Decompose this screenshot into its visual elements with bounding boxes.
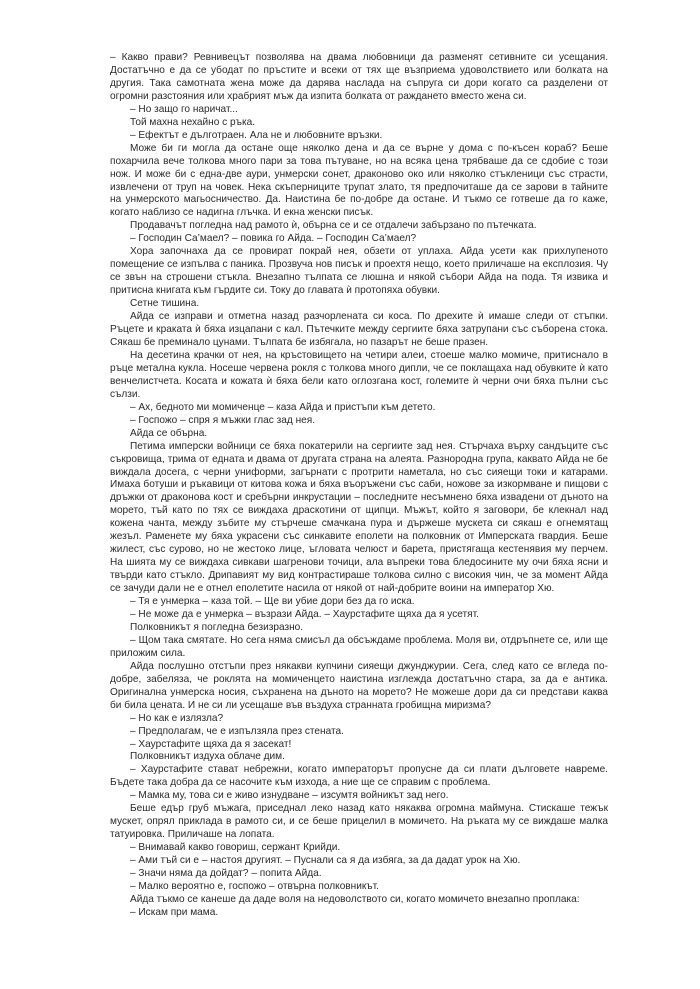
paragraph: – Какво прави? Ревнивецът позволява на двама любовници да разменят сетивните си усещания. Достатъчно е да се убодат по пръстите и всеки от тях ще възприема удоволствието или болката на другия. Така самотната жена може да дарява наслада на съпруга си дори когато са разделени от огромни разстояния или храбрият мъж да изпита болката от раждането вместо жена си. [110, 52, 608, 102]
paragraph: Полковникът я погледна безизразно. [130, 621, 304, 633]
paragraph: – Но защо го наричат... [130, 103, 238, 115]
paragraph: Айда се обърна. [130, 427, 208, 439]
paragraph: Айда тъкмо се канеше да даде воля на недоволството си, когато момичето внезапно проплака: [130, 893, 580, 905]
paragraph: Айда послушно отстъпи през някакви купчини сияещи джунджурии. Сега, след като се вгледа по-добре, забеляза, че роклята на момиченцето наистина изглежда достатъчно стара, за да е антика. Оригинална унмерска носия, съхранена на дъното на морето? Не можеше дори да си представи каква би била цената. И не си ли усещаше във въздуха странната гробищна миризма? [110, 660, 608, 711]
paragraph: Може би ги могла да остане още няколко дена и да се върне у дома с по-късен кораб? Беше похарчила вече толкова много пари за това пътуване, но на всяка цена трябваше да се сдобие с този нож. И може би с една-две аури, унмерски сонет, драконово око или няколко стъкленици със страсти, извлечени от труп на човек. Нека скъперниците трупат злато, тя предпочиташе да се зарови в тайните на унмерското магьосничество. Да. Наистина бе по-добре да остане. И тъкмо се готвеше да го каже, когато наблизо се надигна глъчка. И екна женски писък. [110, 142, 608, 219]
paragraph: Беше едър груб мъжага, приседнал леко назад като някаква огромна маймуна. Стискаше тежък мускет, опрял приклада в рамото си, и се беше прицелил в момичето. На ръката му се виждаше малка татуировка. Приличаше на лопата. [110, 803, 608, 841]
paragraph: – Госпожо – спря я мъжки глас зад нея. [130, 414, 316, 426]
paragraph: Полковникът издуха облаче дим. [130, 751, 285, 763]
paragraph: – Хаурстафите щяха да я засекат! [130, 738, 292, 750]
paragraph: Той махна нехайно с ръка. [130, 116, 255, 128]
paragraph: Сетне тишина. [130, 298, 200, 310]
paragraph: На десетина крачки от нея, на кръстовището на четири алеи, стоеше малко момиче, притиснало в ръце метална кукла. Носеше червена рокля с толкова много дипли, че се поклащаха над обувките ѝ като венчелистчета. Косата и кожата ѝ бяха бели като оглозгана кост, големите ѝ черни очи бяха пълни със сълзи. [110, 349, 608, 400]
paragraph: – Но как е излязла? [130, 712, 224, 724]
body-text [110, 52, 608, 920]
paragraph: – Внимавай какво говориш, сержант Крийди. [130, 842, 341, 854]
paragraph: Петима имперски войници се бяха покатерили на сергиите зад нея. Стърчаха върху сандъците със съкровища, трима от едната и двама от другата страна на алеята. Разнородна група, каквато Айда не бе виждала досега, с черни униформи, загърнати с протрити наметала, но със сияещи токи и катарами. Имаха ботуши и ръкавици от китова кожа и бяха въоръжени със саби, ножове за изкормване и пищови с дръжки от драконова кост и сребърни инкрустации – последните несъмнено бяха извадени от дъното на морето, тъй като по тях се виждаха драскотини от щипци. Мъжът, който я заговори, бе клекнал над кожена чанта, между зъбите му стърчеше смачкана пура и държеше мускета си сякаш е огнемятащ жезъл. Раменете му бяха украсени със синкавите еполети на полковник от Имперската гвардия. Беше жилест, със сурово, но не жестоко лице, ъгловата челюст и барета, пристягаща кестенявия му перчем. На шията му се виждаха сивкави шагренови точици, ала въпреки това бледосините му очи бяха ясни и твърди като стъкло. Дрипавият му вид контрастираше толкова силно с високия чин, че за момент Айда се зачуди дали не е отнел еполетите насила от някой от най-добрите воини на император Хю. [110, 440, 608, 595]
paragraph: Айда се изправи и отметна назад разчорлената си коса. По дрехите ѝ имаше следи от стъпки. Ръцете и краката ѝ бяха изцапани с кал. Пътечките между сергиите бяха затрупани със съборена стока. Сякаш бе преминало цунами. Тълпата бе избягала, но пазарът не беше празен. [110, 311, 608, 348]
paragraph: – Тя е унмерка – каза той. – Ще ви убие дори без да го иска. [130, 596, 415, 608]
paragraph: – Щом така смятате. Но сега няма смисъл да обсъждаме проблема. Моля ви, отдръпнете се, или ще приложим сила. [110, 634, 608, 659]
paragraph: – Значи няма да дойдат? – попита Айда. [130, 868, 322, 880]
paragraph: Хора започнаха да се провират покрай нея, обзети от уплаха. Айда усети как прихлупеното помещение се изпълва с паника. Прозвуча нов писък и проехтя нещо, което приличаше на експлозия. Чу се звън на строшени стъкла. Внезапно тълпата се люшна и някой събори Айда на пода. Тя извика и притисна книгата към гърдите си. Току до главата ѝ протопяха обувки. [110, 246, 608, 297]
paragraph: – Мамка му, това си е живо изнудване – изсумтя войникът зад него. [130, 790, 449, 802]
paragraph: – Малко вероятно е, госпожо – отвърна полковникът. [130, 881, 379, 892]
paragraph: – Не може да е унмерка – възрази Айда. – Хаурстафите щяха да я усетят. [130, 608, 479, 620]
paragraph: – Искам при мама. [130, 906, 219, 918]
paragraph: – Хаурстафите стават небрежни, когато императорът пропусне да си плати дълговете навреме. Бъдете така добра да се насочите към изхода, а ние ще се справим с проблема. [110, 764, 608, 789]
paragraph: – Ами тъй си е – настоя другият. – Пуснали са я да избяга, за да дадат урок на Хю. [130, 855, 521, 867]
paragraph: – Господин Са’маел? – повика го Айда. – Господин Са’маел? [130, 233, 417, 245]
paragraph: – Предполагам, че е изпълзяла през стената. [130, 725, 344, 737]
paragraph: Продавачът погледна над рамото ѝ, обърна се и се отдалечи забързано по пътечката. [130, 220, 537, 232]
paragraph: – Ах, бедното ми момиченце – каза Айда и пристъпи към детето. [130, 401, 436, 413]
paragraph: – Ефектът е дълготраен. Ала не и любовните връзки. [130, 129, 383, 141]
